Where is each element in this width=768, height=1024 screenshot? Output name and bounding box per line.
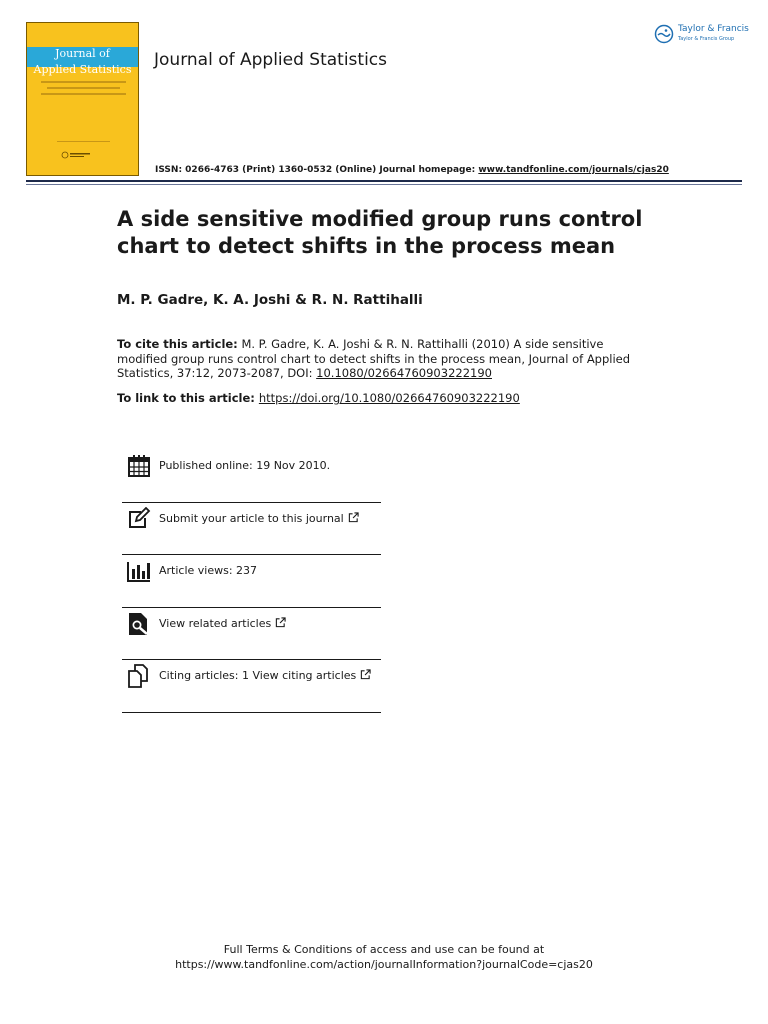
article-link-line <box>117 391 520 405</box>
article-info-list <box>122 450 381 713</box>
article-title: A side sensitive modified group runs control chart to detect shifts in the process mean <box>117 207 643 258</box>
journal-title: Journal of Applied Statistics <box>154 50 388 70</box>
cover-fine-line <box>41 93 126 95</box>
header-divider <box>26 180 742 182</box>
citing-articles-label: Citing articles: 1 View citing articles <box>159 669 357 682</box>
publisher-logo-icon <box>654 24 674 44</box>
info-row-submit[interactable] <box>122 503 381 556</box>
citation-doi-link[interactable]: 10.1080/02664760903222190 <box>316 366 492 380</box>
publisher-logo[interactable] <box>654 22 749 48</box>
related-articles-label: View related articles <box>159 616 272 630</box>
copy-icon <box>127 664 151 688</box>
footer-terms <box>0 943 768 972</box>
submit-article-label: Submit your article to this journal <box>159 511 344 525</box>
info-row-related[interactable] <box>122 608 381 661</box>
cover-title-line2: Applied Statistics <box>33 63 132 76</box>
issn-line <box>155 165 669 175</box>
article-doi-link[interactable]: https://doi.org/10.1080/02664760903222190 <box>258 391 520 405</box>
citation-text: M. P. Gadre, K. A. Joshi & R. N. Rattihalli (2010) A side sensitive modified group runs control chart to detect shifts in the process mean, Journal of Applied Statistics, 37:12, 2073-2087, DOI: <box>117 337 631 380</box>
info-row-published <box>122 450 381 503</box>
journal-homepage-link[interactable]: www.tandfonline.com/journals/cjas20 <box>478 165 669 175</box>
published-online-text: Published online: 19 Nov 2010. <box>159 459 331 472</box>
citation-label: To cite this article: <box>117 337 238 351</box>
link-label: To link to this article: <box>117 391 259 405</box>
info-row-citing[interactable] <box>122 660 381 713</box>
citation-block <box>117 337 657 381</box>
search-document-icon <box>127 612 151 636</box>
external-link-icon <box>348 512 359 523</box>
footer-terms-link[interactable]: https://www.tandfonline.com/action/journalInformation?journalCode=cjas20 <box>175 957 593 971</box>
footer-line1: Full Terms & Conditions of access and use can be found at <box>223 943 545 956</box>
external-link-icon <box>275 617 286 628</box>
cover-title-line1: Journal of <box>55 47 110 60</box>
external-link-icon <box>360 669 371 680</box>
journal-cover <box>26 22 139 176</box>
info-row-views <box>122 555 381 608</box>
cover-publisher-logo-icon <box>61 151 105 159</box>
article-views-text: Article views: 237 <box>159 564 258 577</box>
publisher-name: Taylor & Francis <box>678 24 749 34</box>
citing-articles-link[interactable] <box>159 669 371 682</box>
cover-fine-line <box>41 81 126 83</box>
bar-chart-icon <box>127 559 151 583</box>
calendar-icon <box>127 454 151 478</box>
submit-article-link[interactable] <box>159 512 359 525</box>
publisher-group: Taylor & Francis Group <box>678 36 735 42</box>
edit-icon <box>127 507 151 531</box>
header-divider-thin <box>26 184 742 185</box>
article-authors: M. P. Gadre, K. A. Joshi & R. N. Rattihalli <box>117 292 423 308</box>
cover-fine-line <box>57 141 110 142</box>
related-articles-link[interactable] <box>159 617 286 630</box>
cover-fine-line <box>47 87 120 89</box>
issn-text: ISSN: 0266-4763 (Print) 1360-0532 (Online) Journal homepage: <box>155 165 479 175</box>
